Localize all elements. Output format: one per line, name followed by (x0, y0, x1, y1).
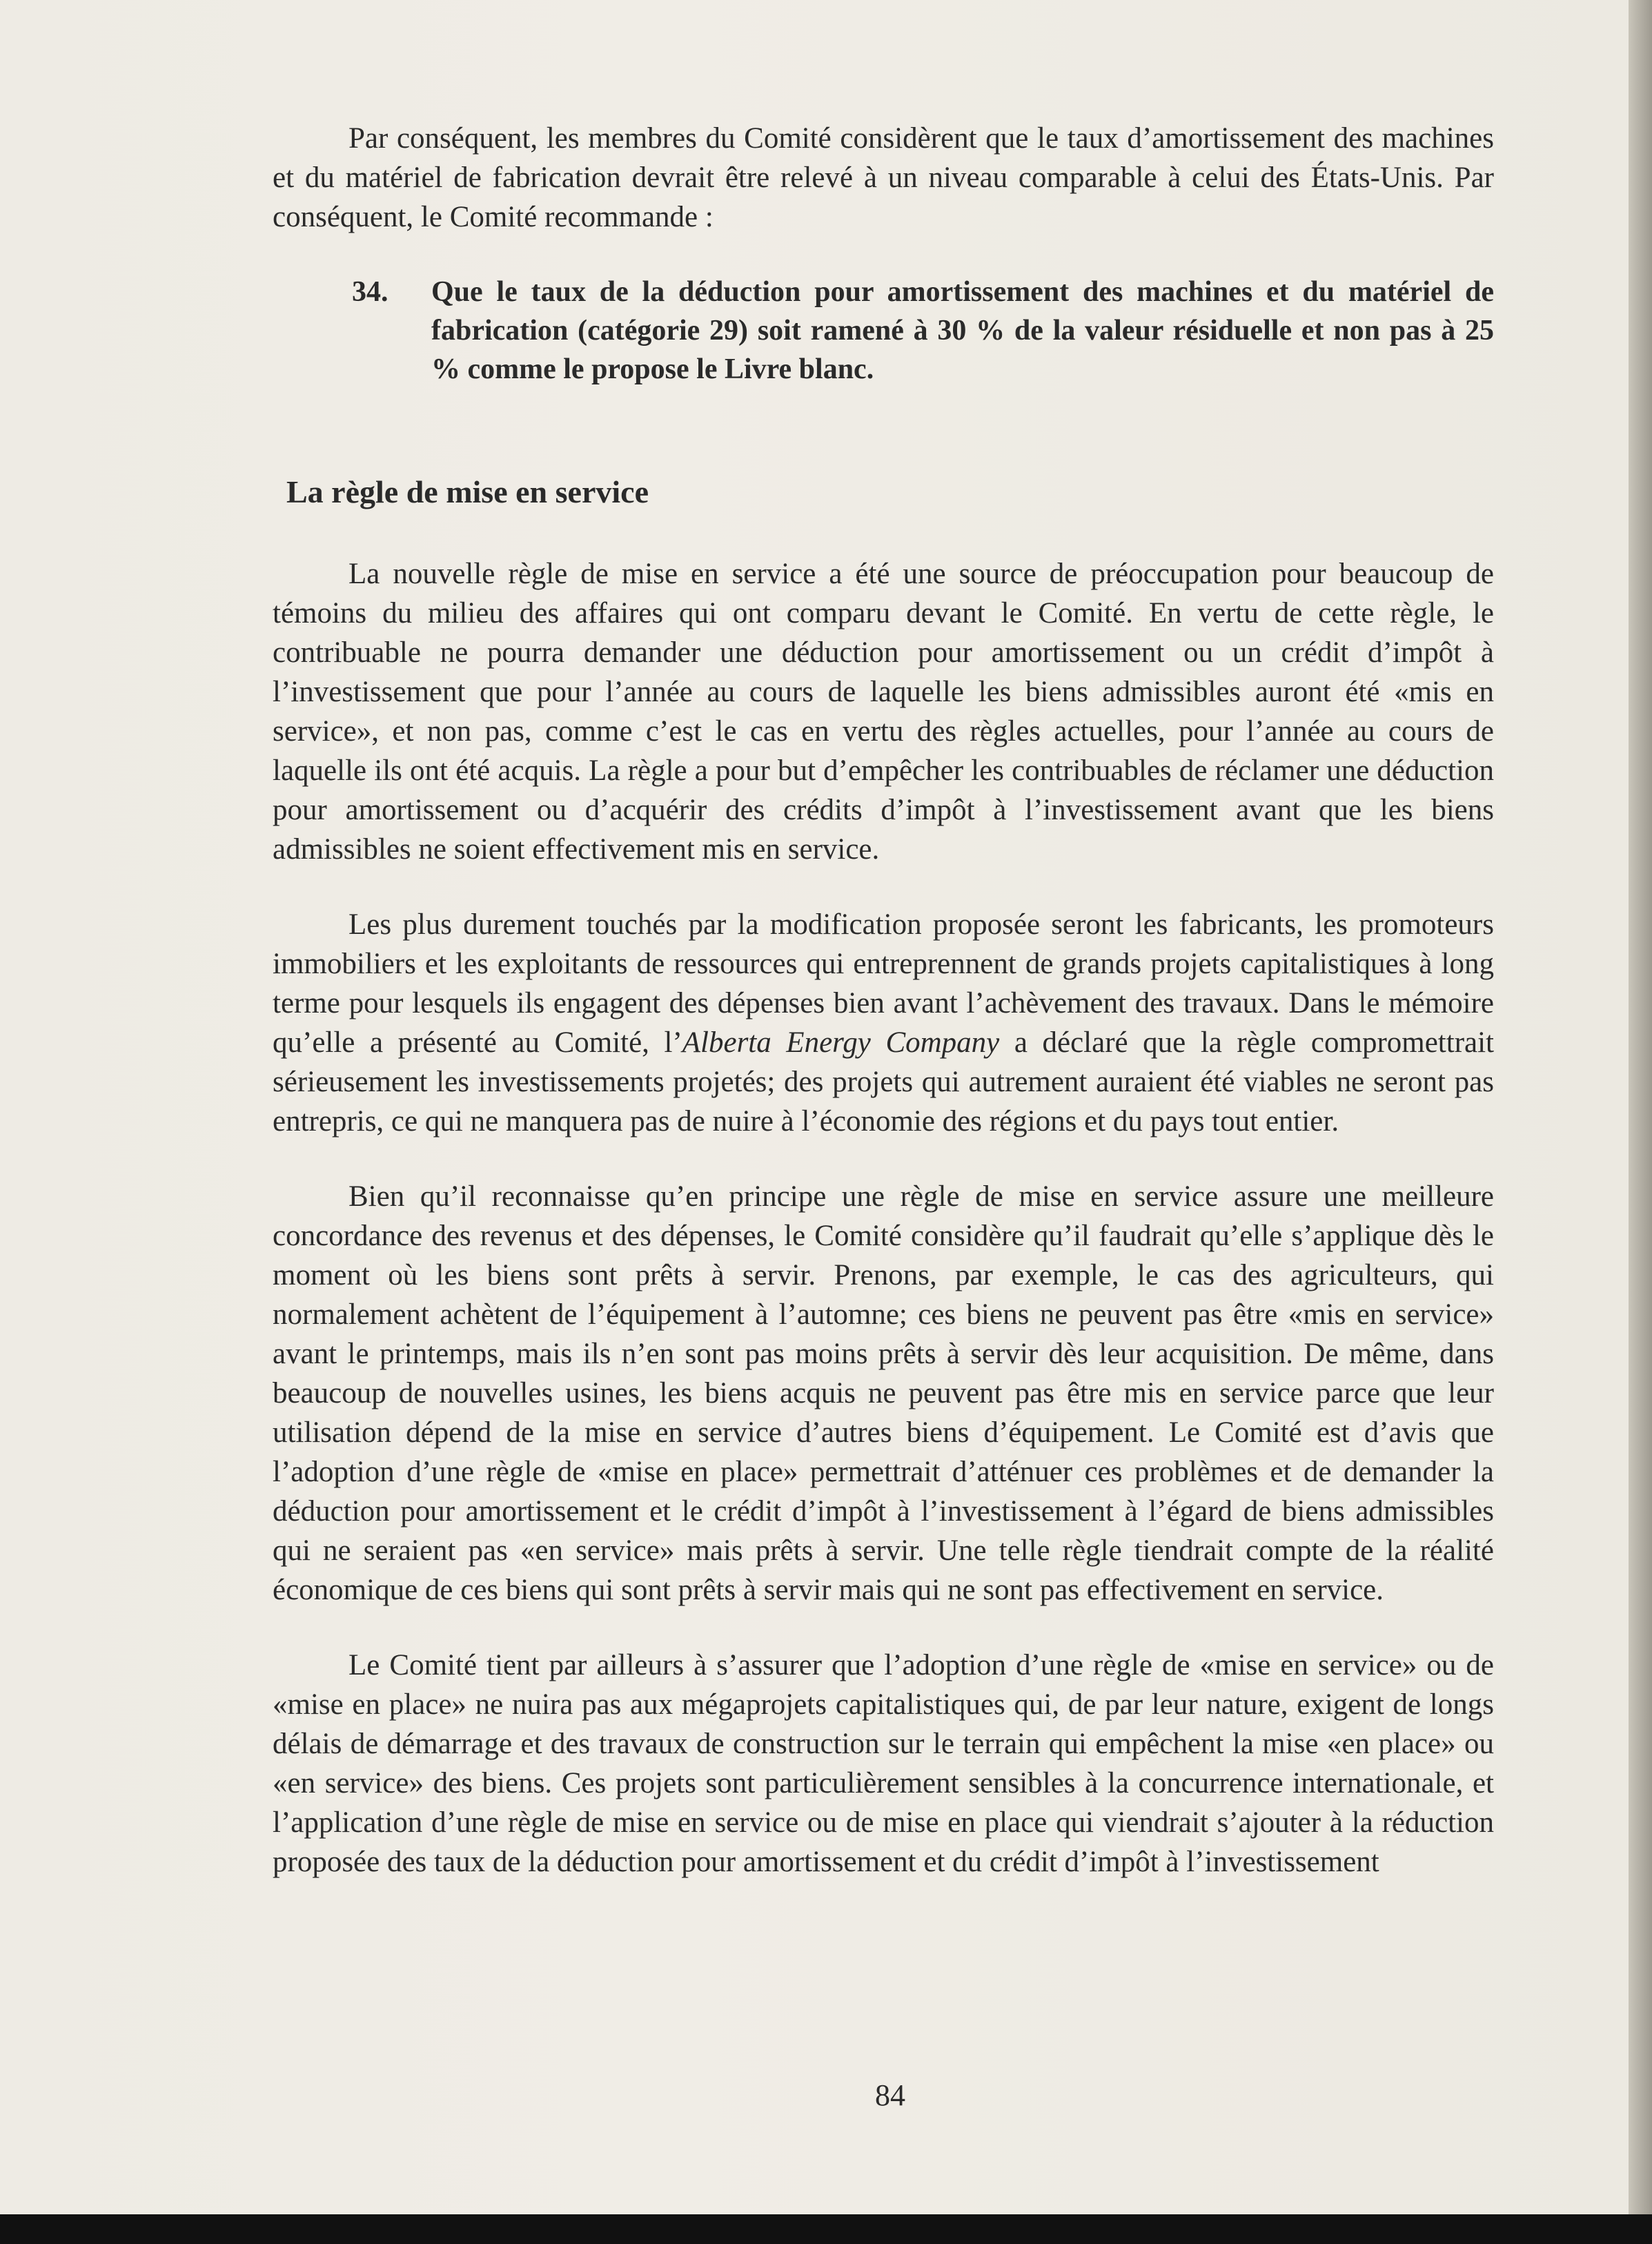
page-number (76, 2078, 1652, 2113)
intro-paragraph: Par conséquent, les membres du Comité considèrent que le taux d’amortissement des machines et du matériel de fabrication devrait être relevé à un niveau comparable à celui des États-Unis. Par conséquent, le Comité recommande : (273, 122, 1494, 233)
alberta-text-before: Les plus durement touchés par la modification proposée seront les fabricants, les promoteurs immobiliers et les exploitants de ressources qui entreprennent de grands projets capitalistiques à long terme pour lesquels ils engagent des dépenses bien avant l’achèvement des travaux. Dans le mémoire qu’elle a présenté au Comité, l’ (273, 908, 1494, 1059)
alberta-company-name: Alberta Energy Company (682, 1026, 1000, 1059)
recommendation-text: Que le taux de la déduction pour amortissement des machines et du matériel de fabrication (catégorie 29) soit ramené à 30 % de la valeur résiduelle et non pas à 25 % comme le propose le Livre blanc. (431, 276, 1494, 385)
paragraph-alberta-energy (273, 905, 1494, 1141)
paragraph-ready-for-use: Bien qu’il reconnaisse qu’en principe une règle de mise en service assure une meilleure concordance des revenus et des dépenses, le Comité considère qu’il faudrait qu’elle s’applique dès le moment où les biens sont prêts à servir. Prenons, par exemple, le cas des agriculteurs, qui normalement achètent de l’équipement à l’automne; ces biens ne peuvent pas être «mis en service» avant le printemps, mais ils n’en sont pas moins prêts à servir dès leur acquisition. De même, dans beaucoup de nouvelles usines, les biens acquis ne peuvent pas être mis en service parce que leur utilisation dépend de la mise en service d’autres biens d’équipement. Le Comité est d’avis que l’adoption d’une règle de «mise en place» permettrait d’atténuer ces problèmes et de demander la déduction pour amortissement et le crédit d’impôt à l’investissement à l’égard de biens admissibles qui ne seraient pas «en service» mais prêts à servir. Une telle règle tiendrait compte de la réalité économique de ces biens qui sont prêts à servir mais qui ne sont pas effectivement en service. (273, 1180, 1494, 1606)
recommendation-34 (273, 273, 1494, 389)
alberta-text-after: a déclaré que la règle compromettrait sérieusement les investissements projetés; des projets qui autrement auraient été viables ne seront pas entrepris, ce qui ne manquera pas de nuire à l’économie des régions et du pays tout entier. (273, 1026, 1495, 1138)
paragraph-rule-description: La nouvelle règle de mise en service a été une source de préoccupation pour beaucoup de témoins du milieu des affaires qui ont comparu devant le Comité. En vertu de cette règle, le contribuable ne pourra demander une déduction pour amortissement ou un crédit d’impôt à l’investissement que pour l’année au cours de laquelle les biens admissibles auront été «mis en service», et non pas, comme c’est le cas en vertu des règles actuelles, pour l’année au cours de laquelle ils ont été acquis. La règle a pour but d’empêcher les contribuables de réclamer une déduction pour amortissement ou d’acquérir des crédits d’impôt à l’investissement avant que les biens admissibles ne soient effectivement mis en service. (273, 558, 1494, 866)
page-number-text: 84 (875, 2078, 905, 2112)
paragraph-megaprojects: Le Comité tient par ailleurs à s’assurer que l’adoption d’une règle de «mise en service» ou de «mise en place» ne nuira pas aux mégaprojets capitalistiques qui, de par leur nature, exigent de longs délais de démarrage et des travaux de construction sur le terrain qui empêchent la mise «en place» ou «en service» des biens. Ces projets sont particulièrement sensibles à la concurrence internationale, et l’application d’une règle de mise en service ou de mise en place qui viendrait s’ajouter à la réduction proposée des taux de la déduction pour amortissement et du crédit d’impôt à l’investissement (273, 1649, 1494, 1878)
page-content (273, 119, 1494, 1918)
page-edge-shadow (1629, 0, 1652, 2214)
recommendation-number: 34. (352, 276, 389, 308)
scan-bottom-border (0, 2214, 1652, 2244)
section-heading: La règle de mise en service (286, 474, 649, 509)
